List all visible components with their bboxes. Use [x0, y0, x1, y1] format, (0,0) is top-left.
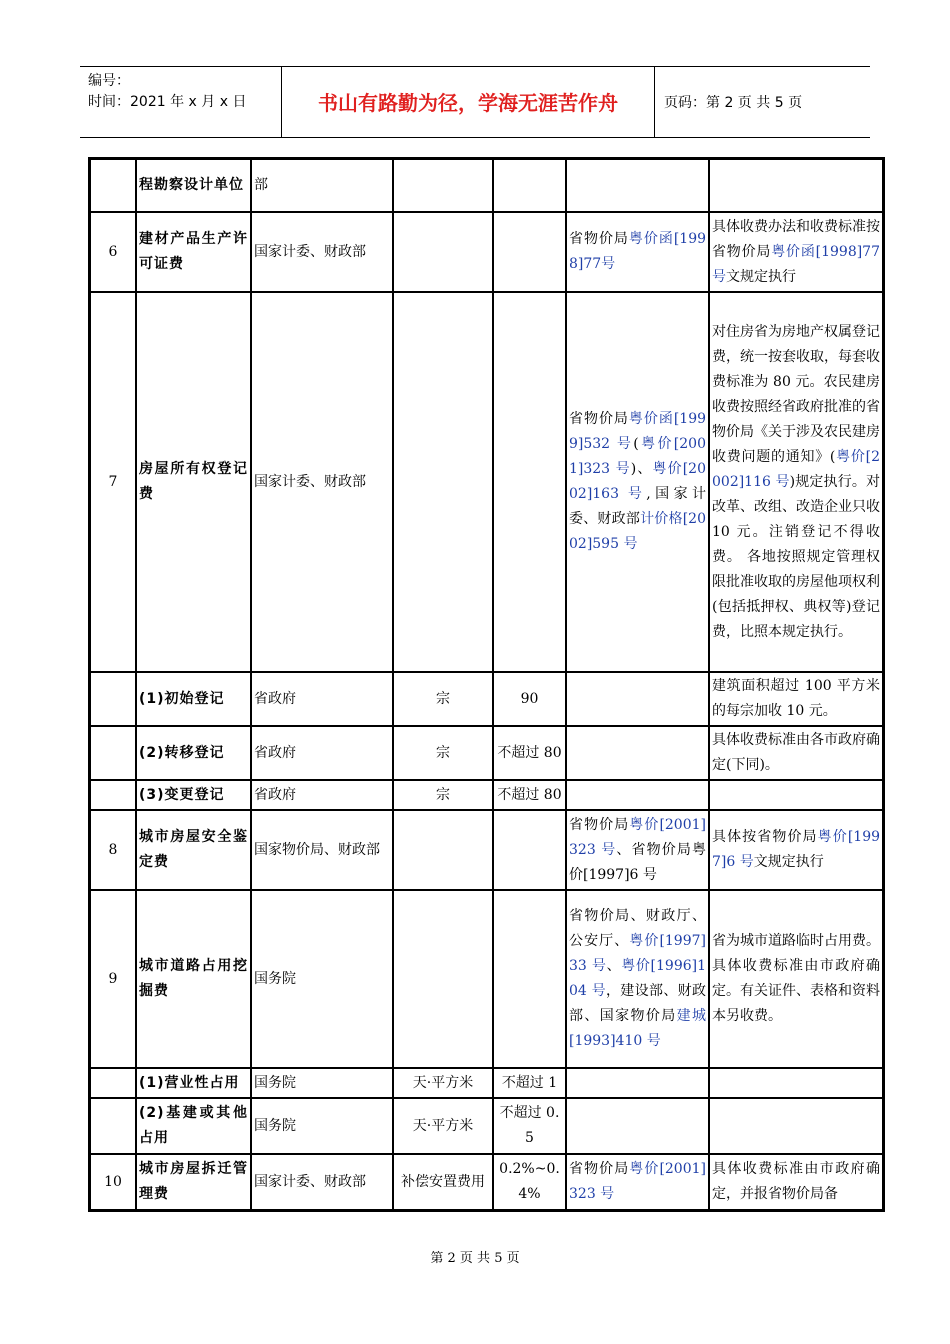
table-row	[90, 1098, 883, 1154]
text-segment: 省物价局、财政厅、公安厅、	[569, 908, 706, 949]
charge-unit-cell: 天·平方米	[393, 1068, 493, 1098]
table-row	[90, 159, 883, 212]
remark-cell	[709, 1154, 883, 1210]
text-segment: 文规定执行	[726, 268, 796, 285]
policy-basis-cell	[566, 780, 709, 810]
charge-unit-cell: 天·平方米	[393, 1098, 493, 1154]
fee-standard-cell: 不超过 80	[493, 726, 566, 780]
charge-unit-cell	[393, 159, 493, 212]
document-reference-link[interactable]: 建城[1993]410 号	[569, 1008, 706, 1049]
header-motto: 书山有路勤为径，学海无涯苦作舟	[318, 91, 618, 115]
table-row	[90, 1154, 883, 1210]
fee-name-cell: (1)初始登记	[136, 672, 251, 726]
charge-unit-cell: 宗	[393, 672, 493, 726]
document-reference-link[interactable]: 计价格[2002]595 号	[569, 511, 706, 552]
remark-cell	[709, 890, 883, 1068]
text-segment: )、	[630, 461, 653, 477]
fee-table-body	[90, 159, 883, 1210]
table-row	[90, 672, 883, 726]
page-header	[80, 66, 870, 138]
item-number-cell	[90, 672, 136, 726]
text-segment: ，建设部、财政部、国家物价局	[569, 983, 707, 1024]
fee-standard-cell: 不超过 0.5	[493, 1098, 566, 1154]
approval-authority-cell: 省政府	[251, 672, 393, 726]
approval-authority-cell: 国家物价局、财政部	[251, 810, 393, 890]
fee-name-cell: 城市房屋安全鉴定费	[136, 810, 251, 890]
document-code-label: 编号：	[88, 73, 130, 89]
policy-basis-cell	[566, 1154, 709, 1210]
remark-cell	[709, 1068, 883, 1098]
text-segment: 具体收费标准由市政府确定，并报省物价局备	[712, 1161, 880, 1202]
table-row	[90, 212, 883, 292]
fee-standard-cell: 不超过 80	[493, 780, 566, 810]
remark-cell	[709, 292, 883, 672]
text-segment: 省物价局	[569, 1161, 630, 1177]
remark-cell	[709, 672, 883, 726]
remark-cell	[709, 212, 883, 292]
policy-basis-cell	[566, 1068, 709, 1098]
text-segment: 省物价局	[569, 231, 629, 247]
text-segment: 建筑面积超过 100 平方米的每宗加收 10 元。	[712, 678, 880, 719]
text-segment: 文规定执行	[753, 854, 824, 870]
item-number-cell	[90, 780, 136, 810]
policy-basis-cell	[566, 726, 709, 780]
text-segment: 具体收费办法和收费标准按省物价局	[712, 218, 880, 260]
approval-authority-cell: 国家计委、财政部	[251, 212, 393, 292]
fee-standard-cell: 0.2%~0.4%	[493, 1154, 566, 1210]
table-row	[90, 890, 883, 1068]
fee-standard-cell: 90	[493, 672, 566, 726]
approval-authority-cell: 省政府	[251, 726, 393, 780]
charge-unit-cell	[393, 292, 493, 672]
page-footer: 第 2 页 共 5 页	[430, 1251, 520, 1266]
remark-cell	[709, 159, 883, 212]
fee-name-cell: (2)转移登记	[136, 726, 251, 780]
item-number-cell	[90, 1098, 136, 1154]
table-row	[90, 292, 883, 672]
charge-unit-cell: 补偿安置费用	[393, 1154, 493, 1210]
policy-basis-cell	[566, 810, 709, 890]
document-reference-link[interactable]: 粤价[1997]33 号	[569, 933, 706, 974]
header-meta	[88, 71, 246, 113]
remark-cell	[709, 780, 883, 810]
table-row	[90, 810, 883, 890]
document-reference-link[interactable]: 粤价[1996]104 号	[569, 958, 707, 999]
policy-basis-cell	[566, 672, 709, 726]
fee-name-cell: (1)营业性占用	[136, 1068, 251, 1098]
document-reference-link[interactable]: 粤价[2001]323 号	[569, 436, 706, 477]
table-row	[90, 726, 883, 780]
document-reference-link[interactable]: 粤价函[1998]77号	[569, 231, 707, 272]
text-segment: 具体收费标准由各市政府确定(下同)。	[712, 732, 880, 773]
text-segment: 、省物价局粤价[1997]6 号	[569, 841, 707, 883]
document-reference-link[interactable]: 粤价[2002]116 号	[712, 448, 880, 490]
fee-standard-cell	[493, 890, 566, 1068]
text-segment: ,国家计委、财政部	[569, 486, 707, 527]
remark-cell	[709, 810, 883, 890]
policy-basis-cell	[566, 159, 709, 212]
document-reference-link[interactable]: 粤价[2001]323 号	[569, 1161, 706, 1202]
item-number-cell: 10	[90, 1154, 136, 1210]
policy-basis-cell	[566, 1098, 709, 1154]
item-number-cell	[90, 1068, 136, 1098]
approval-authority-cell: 国家计委、财政部	[251, 292, 393, 672]
fee-name-cell: 房屋所有权登记费	[136, 292, 251, 672]
fee-table	[88, 157, 885, 1212]
item-number-cell: 6	[90, 212, 136, 292]
approval-authority-cell: 国务院	[251, 1068, 393, 1098]
item-number-cell: 7	[90, 292, 136, 672]
document-reference-link[interactable]: 粤价[2002]163 号	[569, 461, 706, 502]
text-segment: (	[633, 436, 639, 452]
item-number-cell: 9	[90, 890, 136, 1068]
fee-standard-cell	[493, 212, 566, 292]
item-number-cell	[90, 726, 136, 780]
header-page-info: 页码：第 2 页 共 5 页	[664, 95, 803, 111]
header-divider	[654, 67, 655, 137]
item-number-cell: 8	[90, 810, 136, 890]
approval-authority-cell: 国务院	[251, 1098, 393, 1154]
table-row	[90, 1068, 883, 1098]
charge-unit-cell	[393, 810, 493, 890]
text-segment: 省为城市道路临时占用费。具体收费标准由市政府确定。有关证件、表格和资料本另收费。	[712, 933, 880, 1024]
text-segment: 省物价局	[569, 411, 629, 427]
fee-name-cell: (2)基建或其他占用	[136, 1098, 251, 1154]
fee-standard-cell	[493, 159, 566, 212]
document-reference-link[interactable]: 粤价函[1998]77号	[712, 243, 880, 285]
fee-name-cell: 城市道路占用挖掘费	[136, 890, 251, 1068]
fee-name-cell: (3)变更登记	[136, 780, 251, 810]
approval-authority-cell: 部	[251, 159, 393, 212]
fee-standard-cell: 不超过 1	[493, 1068, 566, 1098]
document-date: 时间：2021 年 x 月 x 日	[88, 94, 247, 110]
text-segment: 省物价局	[569, 816, 630, 833]
policy-basis-cell	[566, 292, 709, 672]
charge-unit-cell: 宗	[393, 726, 493, 780]
approval-authority-cell: 国家计委、财政部	[251, 1154, 393, 1210]
fee-standard-cell	[493, 292, 566, 672]
table-row	[90, 780, 883, 810]
item-number-cell	[90, 159, 136, 212]
approval-authority-cell: 省政府	[251, 780, 393, 810]
fee-name-cell: 程勘察设计单位	[136, 159, 251, 212]
document-reference-link[interactable]: 粤价[2001]323 号	[569, 816, 706, 858]
text-segment: )规定执行。对改革、改组、改造企业只收 10 元。注销登记不得收费。 各地按照规定管理权限批准收取的房屋他项权利(包括抵押权、典权等)登记费，比照本规定执行。	[712, 473, 880, 640]
document-reference-link[interactable]: 粤价函[1999]532 号	[569, 411, 707, 452]
charge-unit-cell: 宗	[393, 780, 493, 810]
charge-unit-cell	[393, 212, 493, 292]
fee-standard-cell	[493, 810, 566, 890]
policy-basis-cell	[566, 212, 709, 292]
text-segment: 对住房省为房地产权属登记费，统一按套收取，每套收费标准为 80 元。农民建房收费按照经省政府批准的省物价局《关于涉及农民建房收费问题的通知》(	[712, 323, 880, 465]
fee-name-cell: 建材产品生产许可证费	[136, 212, 251, 292]
policy-basis-cell	[566, 890, 709, 1068]
charge-unit-cell	[393, 890, 493, 1068]
fee-name-cell: 城市房屋拆迁管理费	[136, 1154, 251, 1210]
text-segment: 、	[606, 958, 622, 974]
document-reference-link[interactable]: 粤价[1997]6 号	[712, 829, 881, 870]
approval-authority-cell: 国务院	[251, 890, 393, 1068]
remark-cell	[709, 1098, 883, 1154]
remark-cell	[709, 726, 883, 780]
text-segment: 具体按省物价局	[712, 829, 818, 845]
